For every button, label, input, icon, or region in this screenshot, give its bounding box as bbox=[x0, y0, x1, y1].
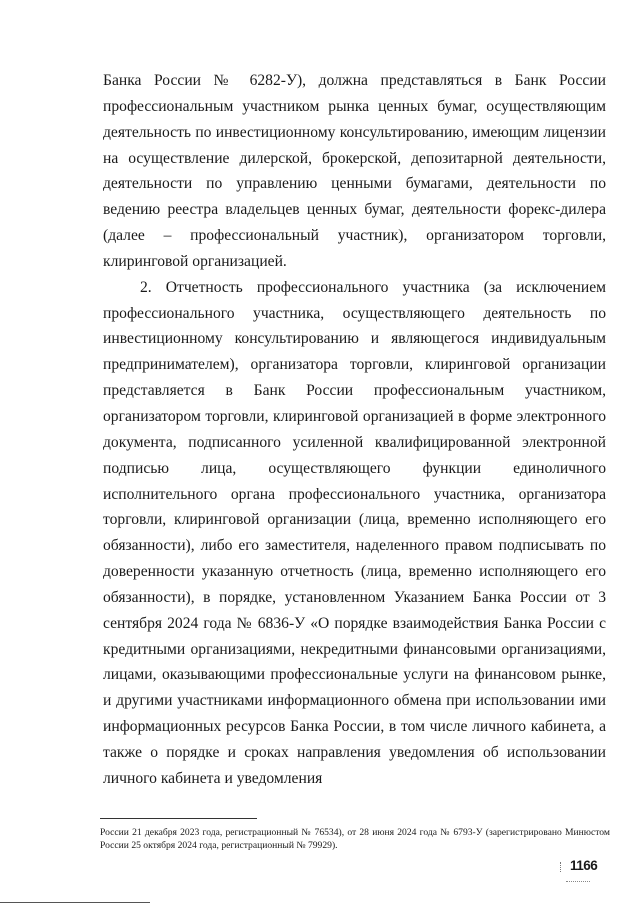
paragraph-continuation: Банка России № 6282-У), должна представляться в Банк России профессиональным участником рынка ценных бумаг, осуществляющим деятельность по инвестиционному консультированию, имеющим лицензии на осуществление дилерской, брокерской, депозитарной деятельности, деятельности по управлению ценными бумагами, деятельности по ведению реестра владельцев ценных бумаг, деятельности форекс-дилера (далее – профессиональный участник), организатором торговли, клиринговой организацией. bbox=[103, 72, 606, 270]
scan-artifact-dots bbox=[566, 878, 590, 882]
page-number: 1166 bbox=[570, 858, 598, 873]
body-text bbox=[103, 68, 606, 792]
scan-artifact-mark bbox=[560, 862, 565, 872]
page-bottom-rule bbox=[0, 902, 150, 903]
footnote-separator bbox=[100, 818, 257, 819]
paragraph-2: 2. Отчетность профессионального участника (за исключением профессионального участника, осуществляющего деятельность по инвестиционному консультированию и являющегося индивидуальным предпринимателем), организатора торговли, клиринговой организации представляется в Банк России профессиональным участником, организатором торговли, клиринговой организацией в форме электронного документа, подписанного усиленной квалифицированной электронной подписью лица, осуществляющего функции единоличного исполнительного органа профессионального участника, организатора торговли, клиринговой организации (лица, временно исполняющего его обязанности), либо его заместителя, наделенного правом подписывать по доверенности указанную отчетность (лица, временно исполняющего его обязанности), в порядке, установленном Указанием Банка России от 3 сентября 2024 года № 6836-У «О порядке взаимодействия Банка России с кредитными организациями, некредитными финансовыми организациями, лицами, оказывающими профессиональные услуги на финансовом рынке, и другими участниками информационного обмена при использовании ими информационных ресурсов Банка России, в том числе личного кабинета, а также о порядке и сроках направления уведомления об использовании личного кабинета и уведомления bbox=[103, 278, 606, 787]
footnote: России 21 декабря 2023 года, регистрационный № 76534), от 28 июня 2024 года № 6793-У (зарегистрировано Минюстом России 25 октября 2024 года, регистрационный № 79929). bbox=[100, 827, 610, 852]
